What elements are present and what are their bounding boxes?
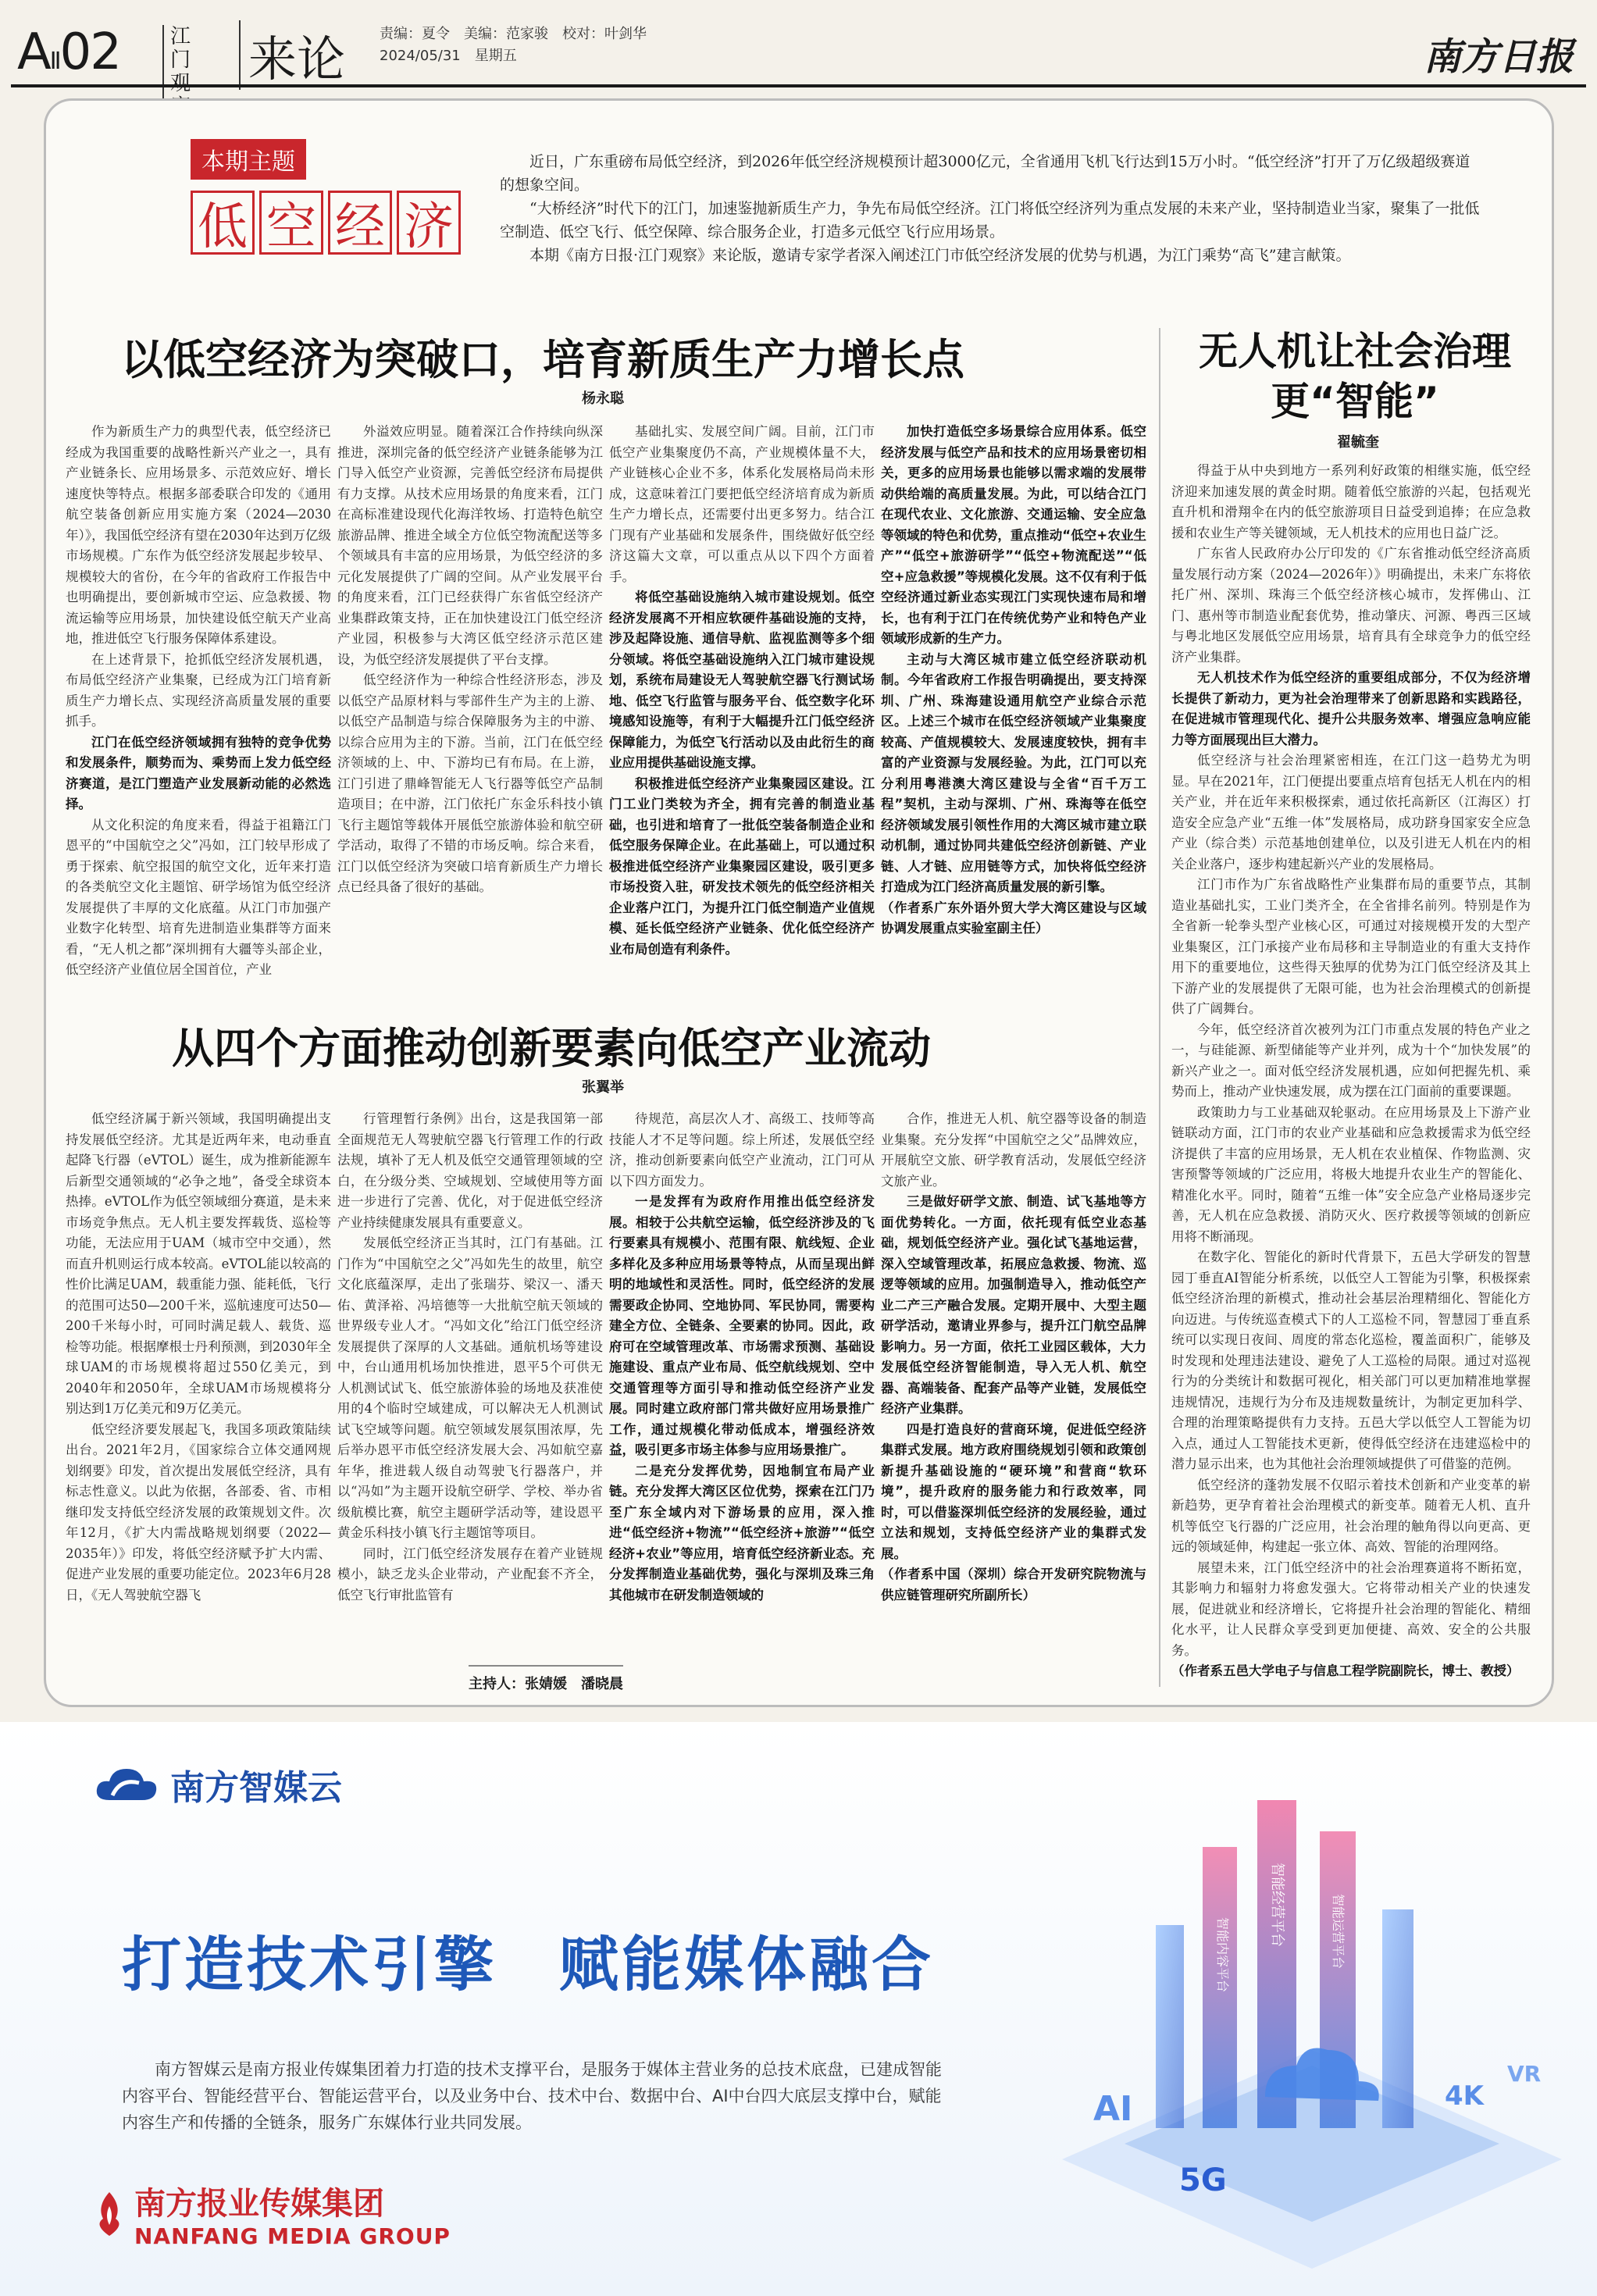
theme-char: 经 xyxy=(328,191,392,255)
subheading-paragraph: 加快打造低空多场景综合应用体系。低空经济发展与低空产品和技术的应用场景密切相关，更多的应用场景也能够以需求端的发展带动供给端的高质量发展。为此，可以结合江门在现代农业、文化旅游、交通运输、安全应急等领域的特色和优势，重点推动“低空+农业生产”“低空+旅游研学”“低空+物流配送”“低空+应急救援”等规模化发展。这不仅有利于低空经济通过新业态实现江门实现快速布局和增长，也有利于江门在传统优势产业和特色产业领域形成新的生产力。 xyxy=(881,424,1146,646)
article1-col3 xyxy=(609,422,875,976)
group-logo xyxy=(94,2179,451,2249)
tower-label: 智能内容平台 xyxy=(1215,1917,1230,1993)
subheading-paragraph: 将低空基础设施纳入城市建设规划。低空经济发展离不开相应软硬件基础设施的支持，涉及起降设施、通信导航、监视监测等多个细分领域。将低空基础设施纳入江门城市建设规划，系统布局建设无人驾驶航空器飞行测试场地、低空飞行监管与服务平台、低空数字化环境感知设施等，有利于大幅提升江门低空经济保障能力，为低空飞行活动以及由此衍生的商业应用提供基础设施支撑。 xyxy=(609,590,875,770)
article2-col2 xyxy=(337,1109,603,1656)
article2-col4 xyxy=(881,1109,1146,1656)
paragraph: 外溢效应明显。随着深江合作持续向纵深推进，深圳完备的低空经济产业链条能够为江门导入低空产业资源，完善低空经济布局提供有力支撑。从技术应用场景的角度来看，江门在高标准建设现代化海洋牧场、打造特色航空旅游品牌、推进全域全方位低空物流配送等多个领域具有丰富的应用场景，为低空经济的多元化发展提供了广阔的空间。从产业发展平台的角度来看，江门已经获得广东省低空经济产业集群政策支持，正在加快建设江门低空经济产业园，积极参与大湾区低空经济示范区建设，为低空经济发展提供了平台支撑。 xyxy=(337,424,603,667)
host-credit: 主持人：张婧媛 潘晓晨 xyxy=(469,1665,623,1693)
issue-date: 2024/05/31 星期五 xyxy=(380,48,517,64)
paragraph: 在上述背景下，抢抓低空经济发展机遇，布局低空经济产业集聚，已经成为江门培育新质生产力增长点、实现经济高质量发展的重要抓手。 xyxy=(66,651,331,729)
article1-title: 以低空经济为突破口，培育新质生产力增长点 xyxy=(121,335,964,384)
article3-col xyxy=(1171,461,1531,1678)
group-name-en: NANFANG MEDIA GROUP xyxy=(134,2223,451,2249)
theme-char: 空 xyxy=(259,191,323,255)
subheading-paragraph: 三是做好研学文旅、制造、试飞基地等方面优势转化。一方面，依托现有低空业态基础，规划低空经济产业。强化试飞基地运营，深入空域管理改革，拓展应急救援、物流、巡逻等领域的应用。加强制造导入，推动低空产业二产三产融合发展。定期开展中、大型主题研学活动，邀请业界参与，提升江门航空品牌影响力。另一方面，依托工业园区载体，大力发展低空经济智能制造，导入无人机、航空器、高端装备、配套产品等产业链，发展低空经济产业集群。 xyxy=(881,1194,1146,1416)
badge-4k: 4K xyxy=(1445,2080,1485,2112)
tower-bar xyxy=(1382,1909,1413,2128)
theme-char: 济 xyxy=(397,191,461,255)
page-number: AⅡ02 xyxy=(17,23,120,81)
theme-char: 低 xyxy=(191,191,255,255)
subheading-paragraph: 主动与大湾区城市建立低空经济联动机制。今年省政府工作报告明确提出，要支持深圳、广州、珠海建设通用航空产业综合示范区。上述三个城市在低空经济领域产业集聚度较高、产值规模较大、发展速度较快，拥有丰富的产业资源与发展经验。为此，江门可以充分利用粤港澳大湾区建设与全省“百千万工程”契机，主动与深圳、广州、珠海等在低空经济领域发展引领性作用的大湾区城市建立联动机制，通过协同共建低空经济创新链、产业链、人才链、应用链等方式，加快将低空经济打造成为江门经济高质量发展的新引擎。 xyxy=(881,651,1146,894)
article3-title-line1: 无人机让社会治理 xyxy=(1199,329,1511,374)
paragraph: 今年，低空经济首次被列为江门市重点发展的特色产业之一，与硅能源、新型储能等产业并列，成为十个“加快发展”的新兴产业之一。面对低空经济发展机遇，应如何把握先机、乘势而上，推动产业快速发展，成为摆在江门面前的重要课题。 xyxy=(1171,1021,1531,1099)
platform-illustration xyxy=(1031,1753,1577,2284)
theme-block xyxy=(191,139,461,255)
credits: 责编：夏令 美编：范家骏 校对：叶剑华 xyxy=(380,26,647,42)
highlight-paragraph: 无人机技术作为低空经济的重要组成部分，不仅为经济增长提供了新动力，更为社会治理带来了创新思路和实践路径，在促进城市管理现代化、提升公共服务效率、增强应急响应能力等方面展现出巨大潜力。 xyxy=(1171,670,1531,747)
page-meta xyxy=(380,23,647,67)
badge-5g: 5G xyxy=(1179,2162,1227,2198)
ad-description: 南方智媒云是南方报业传媒集团着力打造的技术支撑平台，是服务于媒体主营业务的总技术底盘，已建成智能内容平台、智能经营平台、智能运营平台，以及业务中台、技术中台、数据中台、AI中台四大底层支撑中台，赋能内容生产和传播的全链条，服务广东媒体行业共同发展。 xyxy=(122,2060,942,2132)
section-small-label: 江门观 xyxy=(162,25,209,119)
newspaper-logo: 南方日报 xyxy=(1423,35,1574,79)
author-note: （作者系五邑大学电子与信息工程学院副院长，博士、教授） xyxy=(1171,1663,1520,1678)
intro-paragraph: 近日，广东重磅布局低空经济，到2026年低空经济规模预计超3000亿元，全省通用飞机飞行达到15万小时。“低空经济”打开了万亿级超级赛道的想象空间。 xyxy=(500,153,1470,194)
theme-tag: 本期主题 xyxy=(191,139,306,180)
paragraph: 得益于从中央到地方一系列利好政策的相继实施，低空经济迎来加速发展的黄金时期。随着低空旅游的兴起，包括观光直升机和滑翔伞在内的低空旅游项目日益受到追捧；在应急救援和农业生产等关键领域，无人机技术的应用也日益广泛。 xyxy=(1171,463,1531,540)
paragraph: 低空经济的蓬勃发展不仅昭示着技术创新和产业变革的崭新趋势，更孕育着社会治理模式的新变革。随着无人机、直升机等低空飞行器的广泛应用，社会治理的触角得以向更高、更远的领域延伸，构建起一张立体、高效、智能的治理网络。 xyxy=(1171,1477,1531,1554)
paragraph: 低空经济要发展起飞，我国多项政策陆续出台。2021年2月，《国家综合立体交通网规划纲要》印发，首次提出发展低空经济，具有标志性意义。以此为依据，各部委、省、市相继印发支持低空经济发展的政策规划文件。次年12月，《扩大内需战略规划纲要（2022—2035年）》印发，将低空经济赋予扩大内需、促进产业发展的重要功能定位。2023年6月28日，《无人驾驶航空器飞 xyxy=(66,1421,331,1603)
article1-col1 xyxy=(66,422,331,976)
highlight-paragraph: 江门在低空经济领域拥有独特的竞争优势和发展条件，顺势而为、乘势而上发力低空经济赛道，是江门塑造产业发展新动能的必然选择。 xyxy=(66,734,331,811)
header-rule xyxy=(11,84,1586,87)
paragraph: 发展低空经济正当其时，江门有基础。江门作为“中国航空之父”冯如先生的故里，航空文化底蕴深厚，走出了张瑞芬、梁汉一、潘天佑、黄泽裕、冯培德等一大批航空航天领域的世界级专业人才。“冯如文化”给江门低空经济发展提供了深厚的人文基础。通航机场等建设中，台山通用机场加快推进，恩平5个可供无人机测试试飞、低空旅游体验的场地及获准使用的4个临时空域建成，可以解决无人机测试试飞空域等问题。航空领域发展氛围浓厚，先后举办恩平市低空经济发展大会、冯如航空嘉年华，推进载人级自动驾驶飞行器落户，并以“冯如”为主题开设航空研学、学校、举办省级航模比赛，航空主题研学活动等，建设恩平黄金乐科技小镇飞行主题馆等项目。 xyxy=(337,1235,603,1540)
paragraph: 政策助力与工业基础双轮驱动。在应用场景及上下游产业链联动方面，江门市的农业产业基础和应急救援需求为低空经济提供了丰富的应用场景，无人机在农业植保、作物监测、灾害预警等领域的广泛应用，将极大地提升农业生产的智能化、精准化水平。同时，随着“五维一体”安全应急产业格局逐步完善，无人机在应急救援、消防灭火、医疗救援等领域的创新应用将不断涌现。 xyxy=(1171,1104,1531,1244)
tower-label: 智能运营平台 xyxy=(1331,1894,1346,1970)
article3-title-line2: 更“智能” xyxy=(1271,379,1439,424)
article2-title: 从四个方面推动创新要素向低空产业流动 xyxy=(172,1024,931,1073)
paragraph: 江门市作为广东省战略性产业集群布局的重要节点，其制造业基础扎实，工业门类齐全，在全省排名前列。特别是作为全省新一轮拳头型产业核心区，可通过对接规模开发的大型产业集聚区，江门承接产业布局移和主导制造业的有重大支持作用下的重要地位，这些得天独厚的优势为江门低空经济及其上下游产业的发展提供了无限可能，也为社会治理模式的创新提供了广阔舞台。 xyxy=(1171,877,1531,1016)
ad-brand xyxy=(94,1759,342,1809)
tower-bar xyxy=(1156,1925,1184,2128)
cloud-logo-icon xyxy=(94,1764,159,1805)
page-header xyxy=(0,0,1597,95)
article2-col3 xyxy=(609,1109,875,1656)
paragraph: 广东省人民政府办公厅印发的《广东省推动低空经济高质量发展行动方案（2024—2026年）》明确提出，未来广东将依托广州、深圳、珠海三个低空经济核心城市，发挥佛山、江门、惠州等市制造业配套优势，推动肇庆、河源、粤西三区域与粤北地区发展低空应用场景，培育具有全球竞争力的低空经济产业集群。 xyxy=(1171,546,1531,665)
tower-label: 智能经营平台 xyxy=(1269,1863,1285,1947)
paragraph: 低空经济属于新兴领域，我国明确提出支持发展低空经济。尤其是近两年来，电动垂直起降飞行器（eVTOL）诞生，成为推新能源车后新型交通领域的“必争之地”，备受全球资本热捧。eVTOL作为低空领域细分赛道，是未来市场竞争焦点。无人机主要发挥载货、巡检等功能，无法应用于UAM（城市空中交通），然而直升机则运行成本较高。eVTOL能以较高的性价比满足UAM，载重能力强、能耗低，飞行的范围可达50—200千米，巡航速度可达50—200千米每小时，可同时满足载人、载货、巡检等功能。根据摩根士丹利预测，到2030年全球UAM的市场规模将超过550亿美元，到2040年和2050年，全球UAM市场规模将分别达到1万亿美元和9万亿美元。 xyxy=(66,1111,331,1416)
article2-col1 xyxy=(66,1109,331,1656)
paragraph: 低空经济与社会治理紧密相连，在江门这一趋势尤为明显。早在2021年，江门便提出要重点培育包括无人机在内的相关产业，并在近年来积极探索，通过依托高新区（江海区）打造安全应急产业“五维一体”发展格局，成功跻身国家安全应急产业（综合类）示范基地创建单位，以及引进无人机在内的相关企业落户，逐步构建起新兴产业的发展格局。 xyxy=(1171,753,1531,872)
advertisement xyxy=(0,1722,1597,2296)
group-name-cn: 南方报业传媒集团 xyxy=(134,2186,384,2222)
subheading-paragraph: 一是发挥有为政府作用推出低空经济发展。相较于公共航空运输，低空经济涉及的飞行要素具有规模小、范围有限、航线短、企业多样化及多种应用场景等特点，从而呈现出鲜明的地域性和灵活性。同时，低空经济的发展需要政企协同、空地协同、军民协同，需要构建全方位、全链条、全要素的协同。因此，政府可在空域管理改革、市场需求预测、基础设施建设、重点产业布局、低空航线规划、空中交通管理等方面引导和推动低空经济产业发展。同时建立政府部门常共做好应用场景推广工作，通过规模化带动低成本，增强经济效益，吸引更多市场主体参与应用场景推广。 xyxy=(609,1194,875,1457)
paragraph: 基础扎实、发展空间广阔。目前，江门市低空产业集聚度仍不高，产业规模体量不大，产业链核心企业不多，体系化发展格局尚未形成，这意味着江门要把低空经济培育成为新质生产力增长点，还需要付出更多努力。结合江门现有产业基础和发展条件，围绕做好低空经济这篇大文章，可以重点从以下四个方面着手。 xyxy=(609,424,875,584)
paragraph: 在数字化、智能化的新时代背景下，五邑大学研发的智慧园丁垂直AI智能分析系统，以低空人工智能为引擎，积极探索低空经济治理的新模式，推动社会基层治理精细化、智能化方向迈进。与传统巡查模式下的人工巡检不同，智慧园丁垂直系统可以实现日夜间、周度的常态化巡检，覆盖面积广，能够及时发现和处理违法建设、避免了人工巡检的局限。通过对巡视行为的分类统计和数据可视化，相关部门可以更加精准地掌握违规情况，违规行为分布及违规数量统计，为制定更加科学、合理的治理策略提供有力支持。五邑大学以低空人工智能为切入点，通过人工智能技术更新，使得低空经济在违建巡检中的潜力显示出来，也为其他社会治理领域提供了可借鉴的范例。 xyxy=(1171,1250,1531,1471)
badge-ai: AI xyxy=(1093,2089,1133,2129)
subheading-paragraph: 二是充分发挥优势，因地制宜布局产业链。充分发挥大湾区区位优势，探索在江门乃至广东全域内对下游场景的应用，深入推进“低空经济+物流”“低空经济+旅游”“低空经济+农业”等应用，培育低空经济新业态。充分发挥制造业基础优势，强化与深圳及珠三角其他城市在研发制造领域的 xyxy=(609,1463,875,1603)
paragraph: 合作，推进无人机、航空器等设备的制造业集聚。充分发挥“中国航空之父”品牌效应，开展航空文旅、研学教育活动，发展低空经济文旅产业。 xyxy=(881,1111,1146,1189)
section-title: 来论 xyxy=(239,20,345,90)
paragraph: 行管理暂行条例》出台，这是我国第一部全面规范无人驾驶航空器飞行管理工作的行政法规，填补了无人机及低空交通管理领域的空白，在分级分类、空域规划、空域使用等方面进一步进行了完善、优化，对于促进低空经济产业持续健康发展具有重要意义。 xyxy=(337,1111,603,1230)
column-divider xyxy=(1159,328,1160,1687)
article1-author: 杨永聪 xyxy=(582,390,624,407)
paragraph: 作为新质生产力的典型代表，低空经济已经成为我国重要的战略性新兴产业之一，具有产业链条长、应用场景多、示范效应好、增长速度快等特点。根据多部委联合印发的《通用航空装备创新应用实施方案（2024—2030年）》，我国低空经济有望在2030年达到万亿级市场规模。广东作为低空经济发展起步较早、规模较大的省份，在今年的省政府工作报告中也明确提出，要创新城市空运、应急救援、物流运输等应用场景，加快建设低空航天产业高地，推进低空飞行服务保障体系建设。 xyxy=(66,424,331,646)
intro-paragraph: “大桥经济”时代下的江门，加速鉴抛新质生产力，争先布局低空经济。江门将低空经济列为重点发展的未来产业，坚持制造业当家，聚集了一批低空制造、低空飞行、低空保障、综合服务企业，打造多元低空飞行应用场景。 xyxy=(500,200,1480,241)
author-note: （作者系广东外语外贸大学大湾区建设与区域协调发展重点实验室副主任） xyxy=(881,900,1146,936)
article2-author: 张翼举 xyxy=(582,1079,624,1096)
article3-author: 翟毓奎 xyxy=(1337,434,1379,451)
paragraph: 待规范，高层次人才、高级工、技师等高技能人才不足等问题。综上所述，发展低空经济，推动创新要素向低空产业流动，江门可从以下四方面发力。 xyxy=(609,1111,875,1189)
ad-slogan: 打造技术引擎 赋能媒体融合 xyxy=(122,1930,934,1999)
paragraph: 同时，江门低空经济发展存在着产业链规模小，缺乏龙头企业带动，产业配套不齐全，低空飞行审批监管有 xyxy=(337,1546,603,1603)
paragraph: 低空经济作为一种综合性经济形态，涉及以低空产品原材料与零部件生产为主的上游、以低空产品制造与综合保障服务为主的中游、以综合应用为主的下游。当前，江门在低空经济领域的上、中、下游均已有布局。在上游，江门引进了鼎峰智能无人飞行器等低空产品制造项目；在中游，江门依托广东金乐科技小镇飞行主题馆等载体开展低空旅游体验和航空研学活动，取得了不错的市场反响。综合来看，江门以低空经济为突破口培育新质生产力增长点已经具备了很好的基础。 xyxy=(337,672,603,894)
subheading-paragraph: 四是打造良好的营商环境，促进低空经济集群式发展。地方政府围绕规划引领和政策创新提升基础设施的“硬环境”和营商“软环境”，提升政府的服务能力和行政效率，同时，可以借鉴深圳低空经济的发展经验，通过立法和规划，支持低空经济产业的集群式发展。 xyxy=(881,1421,1146,1561)
intro-paragraph: 本期《南方日报·江门观察》来论版，邀请专家学者深入阐述江门市低空经济发展的优势与机遇，为江门乘势“高飞”建言献策。 xyxy=(529,247,1351,264)
paragraph: 从文化积淀的角度来看，得益于祖籍江门恩平的“中国航空之父”冯如，江门较早形成了勇于探索、航空报国的航空文化，近年来打造的各类航空文化主题馆、研学场馆为低空经济发展提供了丰厚的文化底蕴。从江门市加强产业数字化转型、培育先进制造业集群等方面来看，“无人机之都”深圳拥有大疆等头部企业，低空经济产业值位居全国首位，产业 xyxy=(66,817,331,977)
badge-vr: VR xyxy=(1507,2061,1542,2087)
theme-title xyxy=(191,191,461,255)
ad-brand-name: 南方智媒云 xyxy=(170,1768,342,1808)
author-note: （作者系中国（深圳）综合开发研究院物流与供应链管理研究所副所长） xyxy=(881,1567,1146,1603)
intro-text xyxy=(500,150,1484,267)
flame-logo-icon xyxy=(94,2191,125,2237)
article1-col4 xyxy=(881,422,1146,984)
article1-col2 xyxy=(337,422,603,976)
article3-title xyxy=(1183,326,1527,426)
subheading-paragraph: 积极推进低空经济产业集聚园区建设。江门工业门类较为齐全，拥有完善的制造业基础，也引进和培育了一批低空装备制造企业和低空服务保障企业。在此基础上，可以通过积极推进低空经济产业集聚园区建设，吸引更多市场投资入驻，研发技术领先的低空经济相关企业落户江门，为提升江门低空制造产业值规模、延长低空经济产业链条、优化低空经济产业布局创造有利条件。 xyxy=(609,775,875,957)
paragraph: 展望未来，江门低空经济中的社会治理赛道将不断拓宽，其影响力和辐射力将愈发强大。它将带动相关产业的快速发展，促进就业和经济增长，它将提升社会治理的智能化、精细化水平，让人民群众享受到更加便捷、高效、安全的公共服务。 xyxy=(1171,1560,1531,1658)
